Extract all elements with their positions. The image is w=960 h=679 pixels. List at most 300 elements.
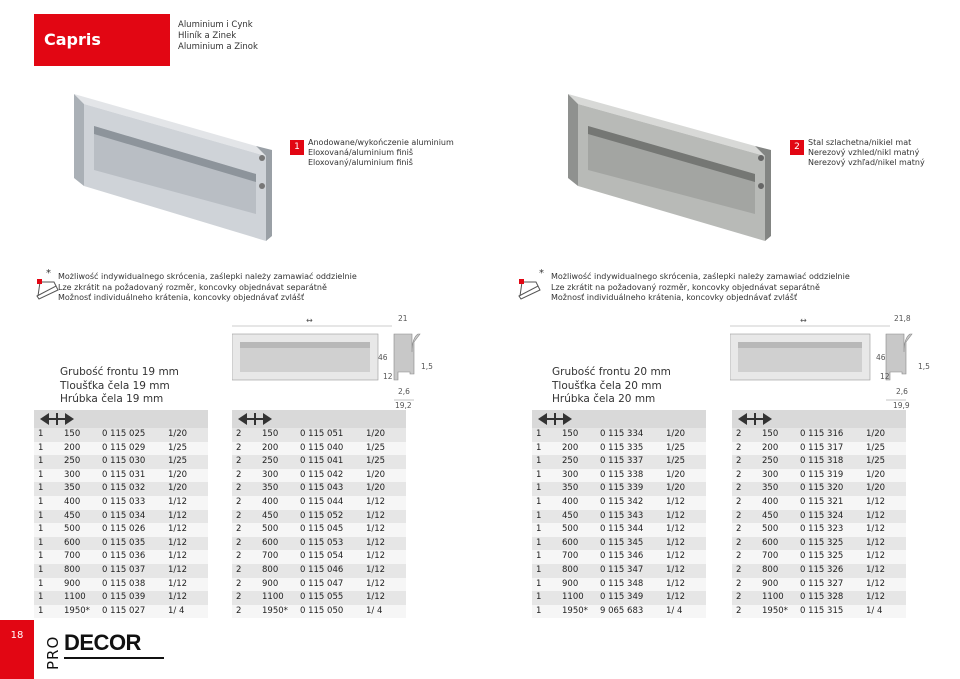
dim-height: 46 <box>378 353 388 362</box>
article-number-cell: 0 115 041 <box>300 456 344 467</box>
pack-cell: 1/25 <box>366 456 386 467</box>
variant-cell: 1 <box>38 496 44 507</box>
length-cell: 450 <box>262 510 279 521</box>
variant-cell: 2 <box>236 469 242 480</box>
table-row <box>532 564 706 578</box>
length-cell: 150 <box>762 429 779 439</box>
variant-cell: 2 <box>736 524 742 535</box>
length-arrow-icon <box>238 413 272 425</box>
length-cell: 200 <box>262 442 279 453</box>
pack-cell: 1/12 <box>866 510 886 521</box>
variant-cell: 1 <box>536 592 542 603</box>
dim-lip: 1,5 <box>918 362 930 371</box>
length-cell: 800 <box>262 564 279 575</box>
dim-inner: 12 <box>880 372 890 381</box>
article-number-cell: 0 115 325 <box>800 537 844 548</box>
article-number-cell: 0 115 026 <box>102 524 146 535</box>
pack-cell: 1/12 <box>866 564 886 575</box>
article-number-cell: 0 115 050 <box>300 605 344 616</box>
variant-cell: 1 <box>38 510 44 521</box>
article-number-cell: 0 115 027 <box>102 605 146 616</box>
pack-cell: 1/12 <box>866 496 886 507</box>
article-number-cell: 0 115 025 <box>102 429 146 439</box>
table-row <box>532 455 706 469</box>
pack-cell: 1/12 <box>366 537 386 548</box>
variant-cell: 2 <box>736 578 742 589</box>
article-number-cell: 0 115 318 <box>800 456 844 467</box>
variant-cell: 2 <box>736 483 742 494</box>
length-cell: 800 <box>762 564 779 575</box>
article-number-cell: 0 115 326 <box>800 564 844 575</box>
article-number-cell: 0 115 319 <box>800 469 844 480</box>
finish-line: Nerezový vzhled/nikl matný <box>808 148 920 157</box>
article-number-cell: 0 115 344 <box>600 524 644 535</box>
table-row <box>232 510 406 524</box>
article-number-cell: 0 115 031 <box>102 469 146 480</box>
variant-cell: 1 <box>536 551 542 562</box>
table-row <box>732 510 906 524</box>
variant-cell: 2 <box>236 524 242 535</box>
variant-cell: 1 <box>536 483 542 494</box>
variant-cell: 1 <box>536 524 542 535</box>
article-number-cell: 0 115 347 <box>600 564 644 575</box>
length-cell: 800 <box>562 564 579 575</box>
variant-cell: 2 <box>236 456 242 467</box>
variant-cell: 1 <box>38 456 44 467</box>
dim-depth: 2,6 <box>896 387 908 396</box>
variant-cell: 1 <box>536 605 542 616</box>
note-line: Možnosť individuálneho krátenia, koncovky objednávať zvlášť <box>58 293 305 302</box>
article-number-cell: 0 115 032 <box>102 483 146 494</box>
length-cell: 200 <box>562 442 579 453</box>
pack-cell: 1/ 4 <box>866 605 883 616</box>
length-cell: 300 <box>562 469 579 480</box>
table-row <box>232 591 406 605</box>
dim-base: 19,9 <box>893 401 910 410</box>
table-header <box>34 410 208 428</box>
table-row <box>232 496 406 510</box>
variant-cell: 2 <box>736 551 742 562</box>
pack-cell: 1/12 <box>366 524 386 535</box>
table-body <box>34 428 208 618</box>
pack-cell: 1/12 <box>866 578 886 589</box>
table-row <box>532 428 706 442</box>
article-number-cell: 0 115 334 <box>600 429 644 439</box>
note-line: Możliwość indywidualnego skrócenia, zaślepki należy zamawiać oddzielnie <box>58 272 357 281</box>
table-row <box>532 537 706 551</box>
table-row <box>732 496 906 510</box>
variant-cell: 2 <box>236 483 242 494</box>
table-row <box>232 578 406 592</box>
thickness-line: Tloušťka čela 19 mm <box>60 379 170 392</box>
article-number-cell: 0 115 315 <box>800 605 844 616</box>
variant-cell: 2 <box>736 592 742 603</box>
variant-cell: 2 <box>236 605 242 616</box>
thickness-line: Hrúbka čela 20 mm <box>552 393 656 405</box>
length-cell: 250 <box>262 456 279 467</box>
pack-cell: 1/25 <box>866 456 886 467</box>
pack-cell: 1/20 <box>168 469 188 480</box>
length-cell: 200 <box>762 442 779 453</box>
table-row <box>34 578 208 592</box>
pack-cell: 1/20 <box>366 469 386 480</box>
article-number-cell: 0 115 055 <box>300 592 344 603</box>
order-table <box>34 410 208 618</box>
variant-cell: 2 <box>736 429 742 439</box>
pack-cell: 1/12 <box>168 592 188 603</box>
note-line: Lze zkrátit na požadovaný rozměr, koncovky objednávat separátně <box>551 282 820 292</box>
dim-height: 46 <box>876 353 886 362</box>
variant-cell: 1 <box>536 578 542 589</box>
pack-cell: 1/20 <box>366 483 386 494</box>
article-number-cell: 0 115 339 <box>600 483 644 494</box>
pack-cell: 1/12 <box>666 524 686 535</box>
variant-cell: 2 <box>236 510 242 521</box>
profile-drawing <box>730 312 940 412</box>
variant-cell: 2 <box>236 496 242 507</box>
article-number-cell: 0 115 324 <box>800 510 844 521</box>
variant-cell: 1 <box>536 469 542 480</box>
length-cell: 1100 <box>262 592 284 603</box>
article-number-cell: 0 115 320 <box>800 483 844 494</box>
length-cell: 450 <box>562 510 579 521</box>
pack-cell: 1/12 <box>168 578 188 589</box>
dim-depth: 2,6 <box>398 387 410 396</box>
variant-cell: 1 <box>536 496 542 507</box>
note-line: Lze zkrátit na požadovaný rozměr, koncovky objednávat separátně <box>58 282 327 292</box>
table-row <box>532 550 706 564</box>
pack-cell: 1/20 <box>666 469 686 480</box>
length-cell: 450 <box>64 510 81 521</box>
variant-cell: 1 <box>38 578 44 589</box>
article-number-cell: 0 115 034 <box>102 510 146 521</box>
variant-cell: 1 <box>38 564 44 575</box>
variant-cell: 1 <box>536 456 542 467</box>
table-row <box>232 482 406 496</box>
article-number-cell: 0 115 043 <box>300 483 344 494</box>
length-cell: 700 <box>562 551 579 562</box>
table-row <box>232 469 406 483</box>
table-row <box>732 550 906 564</box>
length-cell: 250 <box>562 456 579 467</box>
table-header <box>532 410 706 428</box>
pack-cell: 1/12 <box>366 551 386 562</box>
variant-cell: 2 <box>236 429 242 439</box>
pack-cell: 1/12 <box>366 510 386 521</box>
article-number-cell: 0 115 316 <box>800 429 844 439</box>
variant-cell: 1 <box>38 429 44 439</box>
variant-cell: 1 <box>536 429 542 439</box>
title-block <box>34 14 170 66</box>
finish-description <box>308 138 454 168</box>
length-cell: 600 <box>762 537 779 548</box>
finish-description <box>808 138 925 168</box>
table-header <box>232 410 406 428</box>
pack-cell: 1/12 <box>168 537 188 548</box>
article-number-cell: 0 115 346 <box>600 551 644 562</box>
length-arrow-icon <box>40 413 74 425</box>
article-number-cell: 0 115 054 <box>300 551 344 562</box>
table-row <box>232 442 406 456</box>
table-row <box>232 523 406 537</box>
length-cell: 900 <box>762 578 779 589</box>
variant-cell: 1 <box>38 537 44 548</box>
pack-cell: 1/12 <box>866 524 886 535</box>
article-number-cell: 0 115 342 <box>600 496 644 507</box>
article-number-cell: 0 115 349 <box>600 592 644 603</box>
pack-cell: 1/12 <box>168 496 188 507</box>
article-number-cell: 0 115 038 <box>102 578 146 589</box>
logo-decor: DECOR <box>64 630 141 655</box>
variant-cell: 2 <box>736 469 742 480</box>
article-number-cell: 0 115 053 <box>300 537 344 548</box>
finish-line: Eloxovaná/aluminium finiš <box>308 148 414 157</box>
profile-drawing <box>232 312 452 412</box>
pack-cell: 1/20 <box>168 483 188 494</box>
length-cell: 600 <box>562 537 579 548</box>
pack-cell: 1/25 <box>168 456 188 467</box>
length-cell: 900 <box>262 578 279 589</box>
length-cell: 1950* <box>762 605 788 616</box>
length-cell: 500 <box>64 524 81 535</box>
table-row <box>34 537 208 551</box>
table-row <box>34 496 208 510</box>
article-number-cell: 0 115 325 <box>800 551 844 562</box>
table-row <box>532 605 706 619</box>
finish-line: Anodowane/wykończenie aluminium <box>308 138 454 147</box>
table-row <box>34 482 208 496</box>
pack-cell: 1/12 <box>366 592 386 603</box>
table-row <box>34 455 208 469</box>
length-cell: 1950* <box>562 605 588 616</box>
finish-line: Stal szlachetna/nikiel mat <box>808 138 912 147</box>
pack-cell: 1/12 <box>168 524 188 535</box>
table-row <box>232 455 406 469</box>
variant-cell: 1 <box>536 442 542 453</box>
length-cell: 250 <box>762 456 779 467</box>
table-header <box>732 410 906 428</box>
table-row <box>34 428 208 442</box>
svg-text:↔: ↔ <box>800 316 807 325</box>
length-cell: 300 <box>64 469 81 480</box>
pack-cell: 1/12 <box>666 510 686 521</box>
table-row <box>732 605 906 619</box>
pack-cell: 1/12 <box>168 551 188 562</box>
pack-cell: 1/12 <box>666 551 686 562</box>
dim-lip: 1,5 <box>421 362 433 371</box>
variant-cell: 2 <box>236 592 242 603</box>
article-number-cell: 0 115 042 <box>300 469 344 480</box>
table-row <box>732 442 906 456</box>
length-cell: 800 <box>64 564 81 575</box>
pack-cell: 1/20 <box>866 469 886 480</box>
article-number-cell: 0 115 343 <box>600 510 644 521</box>
pack-cell: 1/ 4 <box>366 605 383 616</box>
table-body <box>232 428 406 618</box>
article-number-cell: 0 115 036 <box>102 551 146 562</box>
variant-cell: 1 <box>536 510 542 521</box>
article-number-cell: 0 115 348 <box>600 578 644 589</box>
table-row <box>34 523 208 537</box>
finish-line: Eloxovaný/aluminium finiš <box>308 158 413 167</box>
variant-badge: 1 <box>290 140 304 155</box>
length-cell: 350 <box>562 483 579 494</box>
variant-cell: 2 <box>736 605 742 616</box>
table-row <box>532 578 706 592</box>
variant-cell: 2 <box>736 537 742 548</box>
table-row <box>232 428 406 442</box>
table-row <box>34 510 208 524</box>
page-title: Capris <box>44 30 101 49</box>
length-cell: 600 <box>262 537 279 548</box>
thickness-line: Grubość frontu 19 mm <box>60 366 179 378</box>
table-row <box>532 482 706 496</box>
pack-cell: 1/25 <box>666 442 686 453</box>
product-image-steel <box>560 86 775 241</box>
variant-cell: 2 <box>736 442 742 453</box>
material-line: Aluminium i Cynk <box>178 20 253 30</box>
pack-cell: 1/25 <box>168 442 188 453</box>
table-body <box>532 428 706 618</box>
variant-cell: 1 <box>536 564 542 575</box>
pack-cell: 1/12 <box>168 564 188 575</box>
dim-top: 21 <box>398 314 408 323</box>
saw-icon <box>34 278 60 300</box>
dim-inner: 12 <box>383 372 393 381</box>
cutting-note <box>539 268 850 304</box>
article-number-cell: 0 115 046 <box>300 564 344 575</box>
table-row <box>34 442 208 456</box>
pack-cell: 1/12 <box>866 537 886 548</box>
pack-cell: 1/20 <box>866 483 886 494</box>
asterisk: * <box>539 268 544 279</box>
article-number-cell: 0 115 328 <box>800 592 844 603</box>
article-number-cell: 0 115 033 <box>102 496 146 507</box>
length-cell: 300 <box>262 469 279 480</box>
length-cell: 300 <box>762 469 779 480</box>
pack-cell: 1/20 <box>666 483 686 494</box>
article-number-cell: 0 115 317 <box>800 442 844 453</box>
front-thickness <box>552 366 671 407</box>
variant-cell: 1 <box>38 442 44 453</box>
length-cell: 1100 <box>562 592 584 603</box>
note-line: Możliwość indywidualnego skrócenia, zaślepki należy zamawiać oddzielnie <box>551 272 850 281</box>
article-number-cell: 0 115 337 <box>600 456 644 467</box>
product-image-aluminium <box>66 86 276 241</box>
variant-cell: 1 <box>38 605 44 616</box>
length-cell: 700 <box>762 551 779 562</box>
length-cell: 700 <box>262 551 279 562</box>
pack-cell: 1/12 <box>666 564 686 575</box>
table-body <box>732 428 906 618</box>
note-line: Možnosť individuálneho krátenia, koncovky objednávať zvlášť <box>551 293 798 302</box>
pack-cell: 1/ 4 <box>168 605 185 616</box>
table-row <box>532 496 706 510</box>
length-cell: 350 <box>262 483 279 494</box>
table-row <box>34 564 208 578</box>
article-number-cell: 0 115 045 <box>300 524 344 535</box>
logo-pro: PRO <box>44 635 62 670</box>
length-cell: 150 <box>262 429 279 439</box>
variant-cell: 1 <box>38 483 44 494</box>
pack-cell: 1/12 <box>666 496 686 507</box>
length-cell: 400 <box>64 496 81 507</box>
article-number-cell: 0 115 345 <box>600 537 644 548</box>
pack-cell: 1/12 <box>666 578 686 589</box>
svg-text:↔: ↔ <box>306 316 313 325</box>
article-number-cell: 0 115 037 <box>102 564 146 575</box>
variant-badge: 2 <box>790 140 804 155</box>
table-row <box>732 537 906 551</box>
article-number-cell: 0 115 047 <box>300 578 344 589</box>
variant-cell: 2 <box>236 537 242 548</box>
variant-cell: 1 <box>38 592 44 603</box>
table-row <box>532 523 706 537</box>
length-cell: 500 <box>762 524 779 535</box>
thickness-line: Hrúbka čela 19 mm <box>60 393 164 405</box>
material-list <box>178 20 258 53</box>
length-cell: 900 <box>562 578 579 589</box>
variant-cell: 2 <box>736 564 742 575</box>
table-row <box>732 428 906 442</box>
table-row <box>232 537 406 551</box>
dim-top: 21,8 <box>894 314 911 323</box>
saw-icon <box>516 278 542 300</box>
table-row <box>532 442 706 456</box>
variant-cell: 2 <box>236 578 242 589</box>
variant-cell: 2 <box>236 551 242 562</box>
variant-cell: 1 <box>536 537 542 548</box>
article-number-cell: 0 115 051 <box>300 429 344 439</box>
pack-cell: 1/20 <box>168 429 188 439</box>
finish-line: Nerezový vzhľad/nikel matný <box>808 158 925 167</box>
length-cell: 1950* <box>64 605 90 616</box>
pack-cell: 1/12 <box>866 551 886 562</box>
material-line: Aluminium a Zinok <box>178 42 258 52</box>
table-row <box>34 469 208 483</box>
pack-cell: 1/12 <box>168 510 188 521</box>
length-cell: 450 <box>762 510 779 521</box>
pack-cell: 1/12 <box>366 578 386 589</box>
article-number-cell: 0 115 040 <box>300 442 344 453</box>
table-row <box>732 469 906 483</box>
order-table <box>532 410 706 618</box>
table-row <box>732 455 906 469</box>
length-cell: 500 <box>562 524 579 535</box>
table-row <box>532 510 706 524</box>
length-cell: 400 <box>762 496 779 507</box>
pack-cell: 1/12 <box>866 592 886 603</box>
length-arrow-icon <box>538 413 572 425</box>
length-cell: 400 <box>562 496 579 507</box>
length-cell: 150 <box>64 429 81 439</box>
table-row <box>732 523 906 537</box>
variant-cell: 1 <box>38 551 44 562</box>
dim-base: 19,2 <box>395 401 412 410</box>
length-cell: 350 <box>64 483 81 494</box>
length-cell: 200 <box>64 442 81 453</box>
length-cell: 600 <box>64 537 81 548</box>
table-row <box>732 564 906 578</box>
pack-cell: 1/25 <box>666 456 686 467</box>
variant-cell: 2 <box>236 564 242 575</box>
table-row <box>232 605 406 619</box>
table-row <box>732 591 906 605</box>
table-row <box>232 550 406 564</box>
variant-cell: 1 <box>38 469 44 480</box>
article-number-cell: 0 115 323 <box>800 524 844 535</box>
length-cell: 400 <box>262 496 279 507</box>
